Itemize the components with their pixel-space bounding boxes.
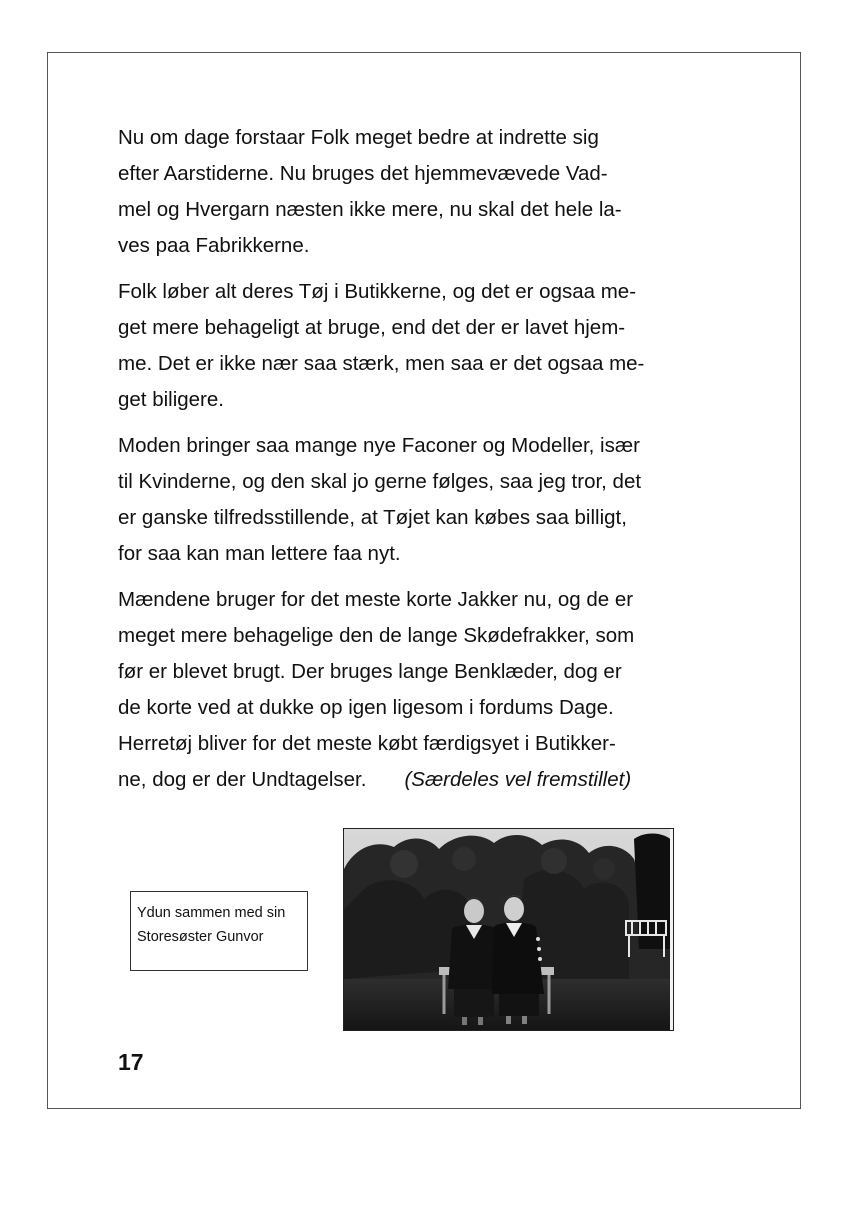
photograph xyxy=(343,828,674,1031)
page-number: 17 xyxy=(118,1049,144,1075)
caption-line-1: Ydun sammen med sin xyxy=(137,905,286,921)
paragraph-3 xyxy=(118,428,698,572)
text-line: Folk løber alt deres Tøj i Butikkerne, og det er ogsaa me- xyxy=(118,280,637,303)
body-text xyxy=(118,120,698,808)
paragraph-4 xyxy=(118,582,698,798)
text-line: efter Aarstiderne. Nu bruges det hjemmevævede Vad- xyxy=(118,162,608,185)
text-line: de korte ved at dukke op igen ligesom i fordums Dage. xyxy=(118,696,614,719)
text-line: Herretøj bliver for det meste købt færdigsyet i Butikker- xyxy=(118,732,616,755)
text-line: me. Det er ikke nær saa stærk, men saa er det ogsaa me- xyxy=(118,352,645,375)
photograph-image xyxy=(344,829,674,1031)
caption-line-2: Storesøster Gunvor xyxy=(137,929,264,945)
paragraph-1 xyxy=(118,120,698,264)
text-line: mel og Hvergarn næsten ikke mere, nu skal det hele la- xyxy=(118,198,622,221)
text-line-last: ne, dog er der Undtagelser. xyxy=(118,768,367,791)
text-line: til Kvinderne, og den skal jo gerne følges, saa jeg tror, det xyxy=(118,470,642,493)
paragraph-2 xyxy=(118,274,698,418)
text-line: Mændene bruger for det meste korte Jakker nu, og de er xyxy=(118,588,634,611)
text-line: Moden bringer saa mange nye Faconer og Modeller, især xyxy=(118,434,640,457)
text-line: er ganske tilfredsstillende, at Tøjet kan købes saa billigt, xyxy=(118,506,627,529)
text-line: før er blevet brugt. Der bruges lange Benklæder, dog er xyxy=(118,660,622,683)
text-line: Nu om dage forstaar Folk meget bedre at indrette sig xyxy=(118,126,599,149)
text-line: for saa kan man lettere faa nyt. xyxy=(118,542,401,565)
text-line: get mere behageligt at bruge, end det der er lavet hjem- xyxy=(118,316,626,339)
signoff: (Særdeles vel fremstillet) xyxy=(404,768,632,791)
text-line: get biligere. xyxy=(118,388,224,411)
photo-caption-box xyxy=(130,891,308,971)
text-line: meget mere behagelige den de lange Skødefrakker, som xyxy=(118,624,635,647)
text-line-with-signoff xyxy=(118,762,698,798)
text-line: ves paa Fabrikkerne. xyxy=(118,234,310,257)
